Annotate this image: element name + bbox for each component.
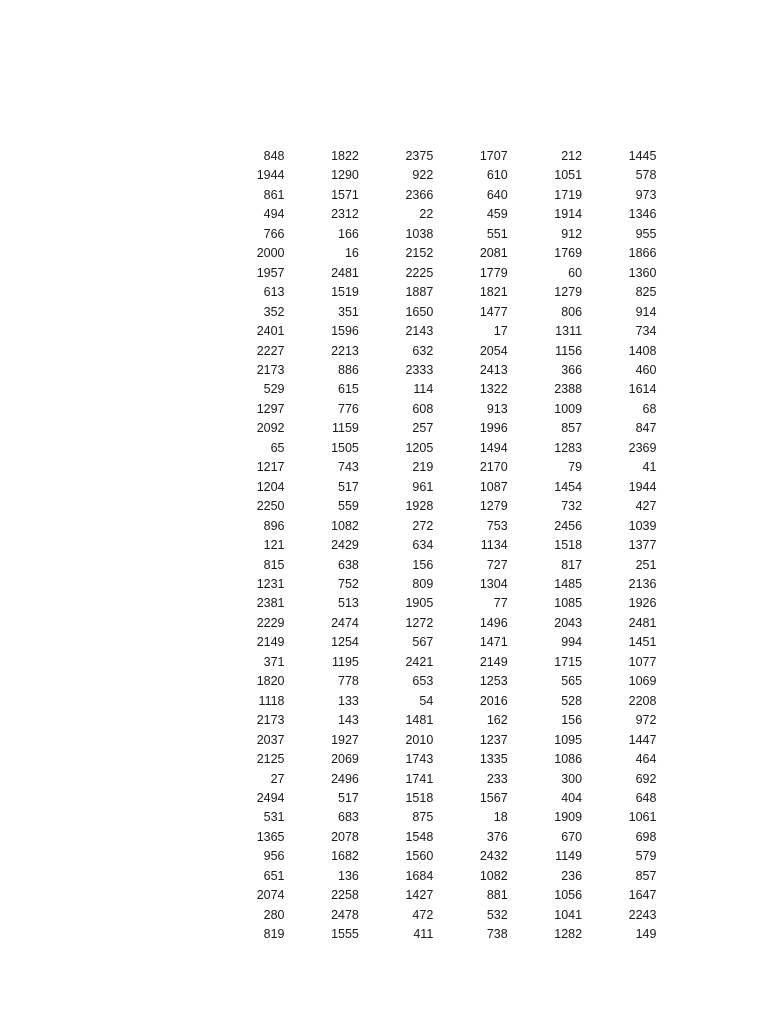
table-cell: 847 xyxy=(635,421,657,436)
table-row xyxy=(210,244,656,263)
table-cell: 1650 xyxy=(405,304,434,319)
table-cell: 149 xyxy=(635,927,657,942)
table-cell: 738 xyxy=(486,927,508,942)
table-cell: 912 xyxy=(561,226,583,241)
table-cell: 2388 xyxy=(554,382,583,397)
table-cell: 376 xyxy=(486,829,508,844)
table-cell: 1335 xyxy=(479,752,508,767)
table-cell: 27 xyxy=(270,771,285,786)
table-cell: 753 xyxy=(486,518,508,533)
table-cell: 1518 xyxy=(554,538,583,553)
table-cell: 114 xyxy=(413,382,434,397)
table-cell: 961 xyxy=(412,479,434,494)
table-cell: 1596 xyxy=(331,324,359,339)
table-cell: 2208 xyxy=(628,693,657,708)
table-cell: 1085 xyxy=(554,596,583,611)
number-table xyxy=(210,147,670,945)
table-cell: 634 xyxy=(412,538,434,553)
table-cell: 698 xyxy=(635,829,657,844)
table-cell: 60 xyxy=(568,265,583,280)
table-cell: 77 xyxy=(493,596,508,611)
table-cell: 806 xyxy=(561,304,583,319)
table-cell: 2054 xyxy=(479,343,508,358)
table-cell: 2456 xyxy=(554,518,583,533)
table-cell: 776 xyxy=(338,401,359,416)
table-cell: 2366 xyxy=(405,187,434,202)
table-cell: 272 xyxy=(412,518,434,533)
table-cell: 236 xyxy=(561,868,583,883)
table-cell: 670 xyxy=(561,829,583,844)
table-cell: 136 xyxy=(338,868,359,883)
table-row xyxy=(210,886,656,905)
table-cell: 579 xyxy=(635,849,657,864)
table-row xyxy=(210,361,656,380)
table-cell: 371 xyxy=(263,654,285,669)
table-row xyxy=(210,478,656,497)
table-cell: 2369 xyxy=(628,440,657,455)
table-cell: 1451 xyxy=(628,635,657,650)
table-cell: 766 xyxy=(263,226,285,241)
table-cell: 459 xyxy=(486,207,508,222)
table-cell: 2243 xyxy=(628,907,657,922)
table-row xyxy=(210,770,656,789)
table-cell: 2152 xyxy=(405,246,434,261)
table-cell: 143 xyxy=(338,713,359,728)
table-cell: 632 xyxy=(412,343,434,358)
table-cell: 1719 xyxy=(554,187,583,202)
table-cell: 1957 xyxy=(256,265,285,280)
table-cell: 861 xyxy=(263,187,285,202)
table-cell: 1454 xyxy=(554,479,583,494)
table-cell: 922 xyxy=(412,168,434,183)
table-cell: 1477 xyxy=(479,304,508,319)
table-row xyxy=(210,147,656,166)
table-cell: 1051 xyxy=(554,168,583,183)
table-cell: 648 xyxy=(635,790,657,805)
table-cell: 955 xyxy=(635,226,657,241)
table-cell: 528 xyxy=(561,693,583,708)
table-cell: 1927 xyxy=(331,732,359,747)
table-cell: 2333 xyxy=(405,362,434,377)
table-cell: 857 xyxy=(561,421,583,436)
table-cell: 613 xyxy=(263,285,285,300)
table-cell: 732 xyxy=(561,499,583,514)
table-cell: 2225 xyxy=(405,265,434,280)
table-cell: 1156 xyxy=(555,343,583,358)
table-cell: 683 xyxy=(338,810,359,825)
table-row xyxy=(210,264,656,283)
table-cell: 1614 xyxy=(628,382,657,397)
table-cell: 1283 xyxy=(554,440,583,455)
table-row xyxy=(210,419,656,438)
table-row xyxy=(210,322,656,341)
table-cell: 1682 xyxy=(331,849,359,864)
table-row xyxy=(210,575,656,594)
table-cell: 2474 xyxy=(331,615,359,630)
table-cell: 825 xyxy=(635,285,657,300)
table-cell: 2478 xyxy=(331,907,359,922)
table-row xyxy=(210,750,656,769)
table-cell: 2149 xyxy=(479,654,508,669)
table-cell: 1205 xyxy=(405,440,434,455)
table-cell: 300 xyxy=(561,771,583,786)
table-row xyxy=(210,497,656,516)
table-cell: 1715 xyxy=(554,654,583,669)
table-cell: 1684 xyxy=(405,868,434,883)
table-cell: 956 xyxy=(263,849,285,864)
table-cell: 1822 xyxy=(331,149,359,163)
table-cell: 16 xyxy=(344,246,359,261)
table-cell: 734 xyxy=(635,324,657,339)
table-cell: 1077 xyxy=(628,654,657,669)
grid-body xyxy=(210,147,656,945)
table-cell: 2413 xyxy=(479,362,508,377)
table-cell: 567 xyxy=(412,635,434,650)
table-cell: 819 xyxy=(263,927,285,942)
table-cell: 1304 xyxy=(479,576,508,591)
table-cell: 68 xyxy=(642,401,657,416)
table-cell: 22 xyxy=(419,207,434,222)
table-row xyxy=(210,536,656,555)
table-row xyxy=(210,672,656,691)
table-cell: 1038 xyxy=(405,226,434,241)
table-cell: 2016 xyxy=(479,693,508,708)
table-cell: 1087 xyxy=(479,479,508,494)
table-cell: 615 xyxy=(338,382,359,397)
table-cell: 1996 xyxy=(479,421,508,436)
table-row xyxy=(210,731,656,750)
table-cell: 1041 xyxy=(554,907,583,922)
table-row xyxy=(210,205,656,224)
table-cell: 257 xyxy=(412,421,434,436)
data-grid xyxy=(210,147,656,945)
table-cell: 79 xyxy=(568,460,583,475)
table-cell: 2149 xyxy=(256,635,285,650)
table-cell: 2481 xyxy=(628,615,657,630)
table-cell: 1928 xyxy=(405,499,434,514)
table-cell: 1061 xyxy=(628,810,657,825)
table-cell: 2037 xyxy=(256,732,285,747)
table-cell: 1647 xyxy=(628,888,657,903)
table-row xyxy=(210,867,656,886)
table-row xyxy=(210,400,656,419)
table-cell: 1707 xyxy=(479,149,508,163)
table-cell: 2000 xyxy=(256,246,285,261)
table-cell: 1494 xyxy=(479,440,508,455)
table-cell: 817 xyxy=(561,557,583,572)
table-cell: 881 xyxy=(486,888,508,903)
table-cell: 2136 xyxy=(628,576,657,591)
table-row xyxy=(210,166,656,185)
table-row xyxy=(210,283,656,302)
table-cell: 896 xyxy=(263,518,285,533)
table-cell: 1519 xyxy=(331,285,359,300)
table-cell: 532 xyxy=(486,907,508,922)
table-cell: 2258 xyxy=(331,888,359,903)
table-cell: 1290 xyxy=(331,168,359,183)
table-row xyxy=(210,614,656,633)
table-cell: 460 xyxy=(635,362,657,377)
table-cell: 1944 xyxy=(628,479,657,494)
table-cell: 411 xyxy=(413,927,434,942)
table-cell: 54 xyxy=(419,693,434,708)
table-cell: 1082 xyxy=(479,868,508,883)
table-row xyxy=(210,225,656,244)
table-cell: 517 xyxy=(338,479,359,494)
table-cell: 1056 xyxy=(554,888,583,903)
table-cell: 875 xyxy=(412,810,434,825)
table-row xyxy=(210,517,656,536)
table-cell: 2227 xyxy=(256,343,285,358)
table-cell: 610 xyxy=(486,168,508,183)
table-row xyxy=(210,828,656,847)
table-cell: 251 xyxy=(635,557,657,572)
table-cell: 1279 xyxy=(479,499,508,514)
table-cell: 351 xyxy=(338,304,359,319)
table-cell: 1518 xyxy=(405,790,434,805)
table-cell: 212 xyxy=(561,149,583,163)
table-row xyxy=(210,906,656,925)
table-cell: 1159 xyxy=(332,421,359,436)
table-cell: 1279 xyxy=(554,285,583,300)
table-cell: 1360 xyxy=(628,265,657,280)
table-cell: 752 xyxy=(338,576,359,591)
table-cell: 2143 xyxy=(405,324,434,339)
table-row xyxy=(210,594,656,613)
table-cell: 886 xyxy=(338,362,359,377)
table-cell: 1821 xyxy=(479,285,508,300)
table-cell: 1377 xyxy=(628,538,657,553)
table-cell: 1427 xyxy=(405,888,434,903)
table-cell: 1253 xyxy=(479,674,508,689)
table-cell: 1082 xyxy=(331,518,359,533)
table-cell: 280 xyxy=(263,907,285,922)
table-cell: 133 xyxy=(338,693,359,708)
table-cell: 17 xyxy=(493,324,508,339)
table-cell: 2421 xyxy=(405,654,434,669)
table-cell: 2432 xyxy=(479,849,508,864)
table-cell: 219 xyxy=(412,460,434,475)
table-cell: 1272 xyxy=(405,615,434,630)
table-cell: 1548 xyxy=(405,829,434,844)
table-cell: 914 xyxy=(635,304,657,319)
table-cell: 2429 xyxy=(331,538,359,553)
table-cell: 404 xyxy=(561,790,583,805)
table-cell: 2170 xyxy=(479,460,508,475)
table-cell: 857 xyxy=(635,868,657,883)
table-cell: 551 xyxy=(486,226,508,241)
table-cell: 1571 xyxy=(331,187,359,202)
table-cell: 2401 xyxy=(256,324,285,339)
table-cell: 638 xyxy=(338,557,359,572)
table-row xyxy=(210,711,656,730)
table-cell: 1069 xyxy=(628,674,657,689)
table-cell: 1743 xyxy=(405,752,434,767)
table-cell: 1496 xyxy=(479,615,508,630)
table-cell: 2081 xyxy=(479,246,508,261)
table-cell: 640 xyxy=(486,187,508,202)
table-cell: 559 xyxy=(338,499,359,514)
table-cell: 2078 xyxy=(331,829,359,844)
table-cell: 1820 xyxy=(256,674,285,689)
table-cell: 166 xyxy=(338,226,359,241)
table-cell: 653 xyxy=(412,674,434,689)
table-cell: 1741 xyxy=(405,771,434,786)
table-cell: 2250 xyxy=(256,499,285,514)
table-cell: 1914 xyxy=(554,207,583,222)
table-cell: 692 xyxy=(635,771,657,786)
table-row xyxy=(210,458,656,477)
table-cell: 2229 xyxy=(256,615,285,630)
table-row xyxy=(210,925,656,944)
table-cell: 2173 xyxy=(256,713,285,728)
table-cell: 1471 xyxy=(479,635,508,650)
table-cell: 1887 xyxy=(405,285,434,300)
table-row xyxy=(210,653,656,672)
table-cell: 1204 xyxy=(256,479,285,494)
table-cell: 464 xyxy=(635,752,657,767)
table-cell: 1555 xyxy=(331,927,359,942)
table-row xyxy=(210,556,656,575)
table-cell: 651 xyxy=(263,868,285,883)
table-row xyxy=(210,692,656,711)
table-cell: 2375 xyxy=(405,149,434,163)
table-cell: 2496 xyxy=(331,771,359,786)
table-row xyxy=(210,808,656,827)
table-cell: 1346 xyxy=(628,207,657,222)
table-cell: 427 xyxy=(635,499,657,514)
table-cell: 1769 xyxy=(554,246,583,261)
table-cell: 1909 xyxy=(554,810,583,825)
table-row xyxy=(210,303,656,322)
table-cell: 1567 xyxy=(479,790,508,805)
table-cell: 1231 xyxy=(256,576,285,591)
table-cell: 2010 xyxy=(405,732,434,747)
table-cell: 1445 xyxy=(628,149,657,163)
table-cell: 531 xyxy=(263,810,285,825)
table-cell: 1905 xyxy=(405,596,434,611)
table-cell: 1095 xyxy=(554,732,583,747)
table-cell: 565 xyxy=(561,674,583,689)
table-cell: 848 xyxy=(263,149,285,163)
table-cell: 1282 xyxy=(554,927,583,942)
table-cell: 727 xyxy=(486,557,508,572)
table-cell: 2092 xyxy=(256,421,285,436)
table-cell: 65 xyxy=(270,440,285,455)
table-cell: 973 xyxy=(635,187,657,202)
table-cell: 156 xyxy=(561,713,583,728)
table-cell: 1944 xyxy=(256,168,285,183)
table-cell: 41 xyxy=(642,460,657,475)
table-cell: 2074 xyxy=(256,888,285,903)
table-cell: 2125 xyxy=(256,752,285,767)
table-cell: 994 xyxy=(561,635,583,650)
table-cell: 743 xyxy=(338,460,359,475)
table-row xyxy=(210,789,656,808)
table-cell: 121 xyxy=(263,538,285,553)
table-cell: 913 xyxy=(486,401,508,416)
table-cell: 1086 xyxy=(554,752,583,767)
table-cell: 578 xyxy=(635,168,657,183)
table-cell: 2173 xyxy=(256,362,285,377)
table-cell: 2043 xyxy=(554,615,583,630)
table-cell: 809 xyxy=(412,576,434,591)
table-cell: 517 xyxy=(338,790,359,805)
table-cell: 1926 xyxy=(628,596,657,611)
table-cell: 2312 xyxy=(331,207,359,222)
table-cell: 1866 xyxy=(628,246,657,261)
table-cell: 529 xyxy=(263,382,285,397)
table-row xyxy=(210,186,656,205)
table-cell: 1195 xyxy=(332,654,359,669)
table-cell: 1297 xyxy=(256,401,285,416)
table-cell: 1237 xyxy=(479,732,508,747)
table-cell: 815 xyxy=(263,557,285,572)
table-cell: 18 xyxy=(493,810,508,825)
table-cell: 1365 xyxy=(256,829,285,844)
table-cell: 162 xyxy=(486,713,508,728)
table-cell: 1134 xyxy=(480,538,508,553)
table-cell: 1322 xyxy=(479,382,508,397)
table-cell: 1505 xyxy=(331,440,359,455)
table-cell: 494 xyxy=(263,207,285,222)
table-cell: 2381 xyxy=(256,596,285,611)
table-row xyxy=(210,380,656,399)
table-cell: 608 xyxy=(412,401,434,416)
table-cell: 352 xyxy=(263,304,285,319)
table-cell: 1560 xyxy=(405,849,434,864)
table-cell: 1118 xyxy=(258,693,285,708)
table-cell: 2481 xyxy=(331,265,359,280)
table-cell: 1217 xyxy=(256,460,285,475)
table-cell: 1009 xyxy=(554,401,583,416)
table-cell: 1311 xyxy=(555,324,583,339)
table-row xyxy=(210,847,656,866)
table-row xyxy=(210,633,656,652)
table-cell: 2494 xyxy=(256,790,285,805)
table-cell: 1485 xyxy=(554,576,583,591)
table-cell: 1481 xyxy=(405,713,434,728)
table-cell: 1447 xyxy=(628,732,657,747)
table-cell: 1254 xyxy=(331,635,359,650)
table-cell: 778 xyxy=(338,674,359,689)
table-cell: 2213 xyxy=(331,343,359,358)
table-cell: 513 xyxy=(338,596,359,611)
table-cell: 366 xyxy=(561,362,583,377)
table-cell: 1408 xyxy=(628,343,657,358)
table-cell: 2069 xyxy=(331,752,359,767)
table-cell: 156 xyxy=(412,557,434,572)
table-cell: 1039 xyxy=(628,518,657,533)
table-cell: 1779 xyxy=(479,265,508,280)
table-cell: 233 xyxy=(486,771,508,786)
table-row xyxy=(210,439,656,458)
table-cell: 972 xyxy=(635,713,657,728)
table-row xyxy=(210,342,656,361)
table-cell: 1149 xyxy=(555,849,583,864)
table-cell: 472 xyxy=(412,907,434,922)
